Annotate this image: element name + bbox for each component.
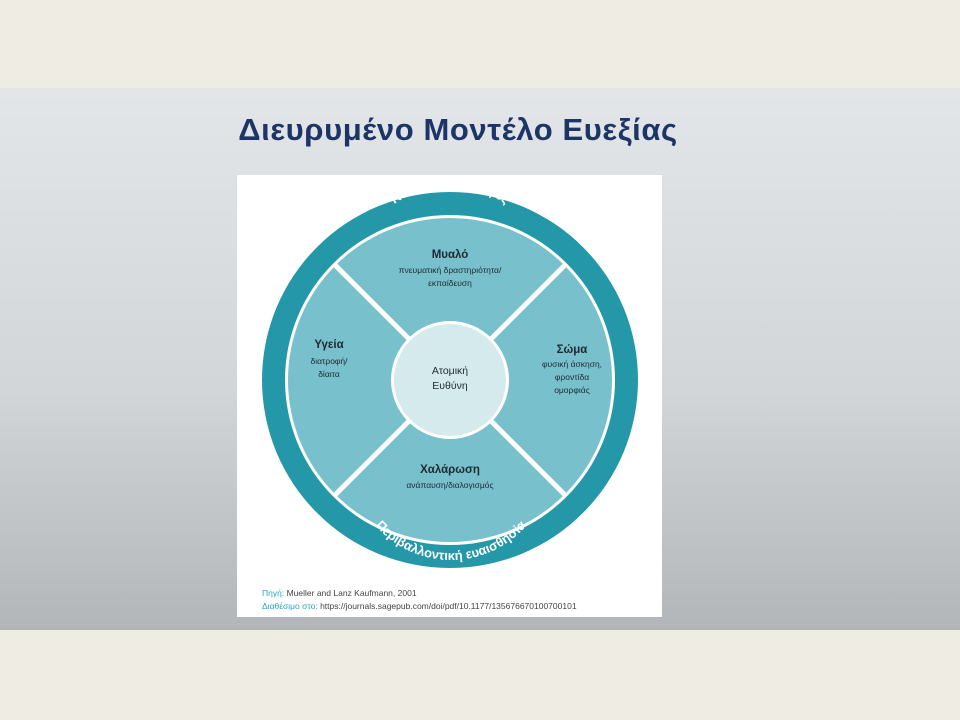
- body-title: Σώμα: [556, 344, 588, 356]
- body-desc-line3: ομορφιάς: [554, 385, 590, 395]
- body-desc-line1: φυσική άσκηση,: [541, 359, 603, 369]
- slide-title: Διευρυμένο Μοντέλο Ευεξίας: [238, 112, 678, 147]
- available-line: [262, 600, 577, 613]
- center-label-line2: Ευθύνη: [432, 380, 468, 392]
- health-desc-line2: δίαιτα: [318, 369, 340, 379]
- diagram-panel: [237, 175, 662, 617]
- environmental-sensitivity-label: Περιβαλλοντική ευαισθησία: [373, 517, 529, 564]
- mind-desc-line1: πνευματική δραστηριότητα/: [398, 265, 502, 275]
- mind-title: Μυαλό: [431, 249, 469, 261]
- available-label: Διαθέσιμο στο:: [262, 601, 318, 611]
- social-contacts-label: Κοινωνικές επαφές: [387, 175, 513, 207]
- health-title: Υγεία: [314, 339, 344, 351]
- source-line: [262, 587, 577, 600]
- mind-desc-line2: εκπαίδευση: [428, 278, 472, 288]
- health-desc-line1: διατροφή/: [310, 356, 348, 366]
- relaxation-title: Χαλάρωση: [420, 464, 480, 476]
- body-desc-line2: φροντίδα: [554, 372, 590, 382]
- source-citation: [262, 587, 577, 613]
- center-label-line1: Ατομική: [431, 365, 469, 377]
- wellness-model-diagram: [237, 175, 662, 585]
- source-text: Mueller and Lanz Kaufmann, 2001: [286, 588, 417, 598]
- source-label: Πηγή:: [262, 588, 285, 598]
- relaxation-desc-line1: ανάπαυση/διαλογισμός: [406, 480, 494, 490]
- source-url[interactable]: https://journals.sagepub.com/doi/pdf/10.1177/135676670100700101: [320, 601, 577, 611]
